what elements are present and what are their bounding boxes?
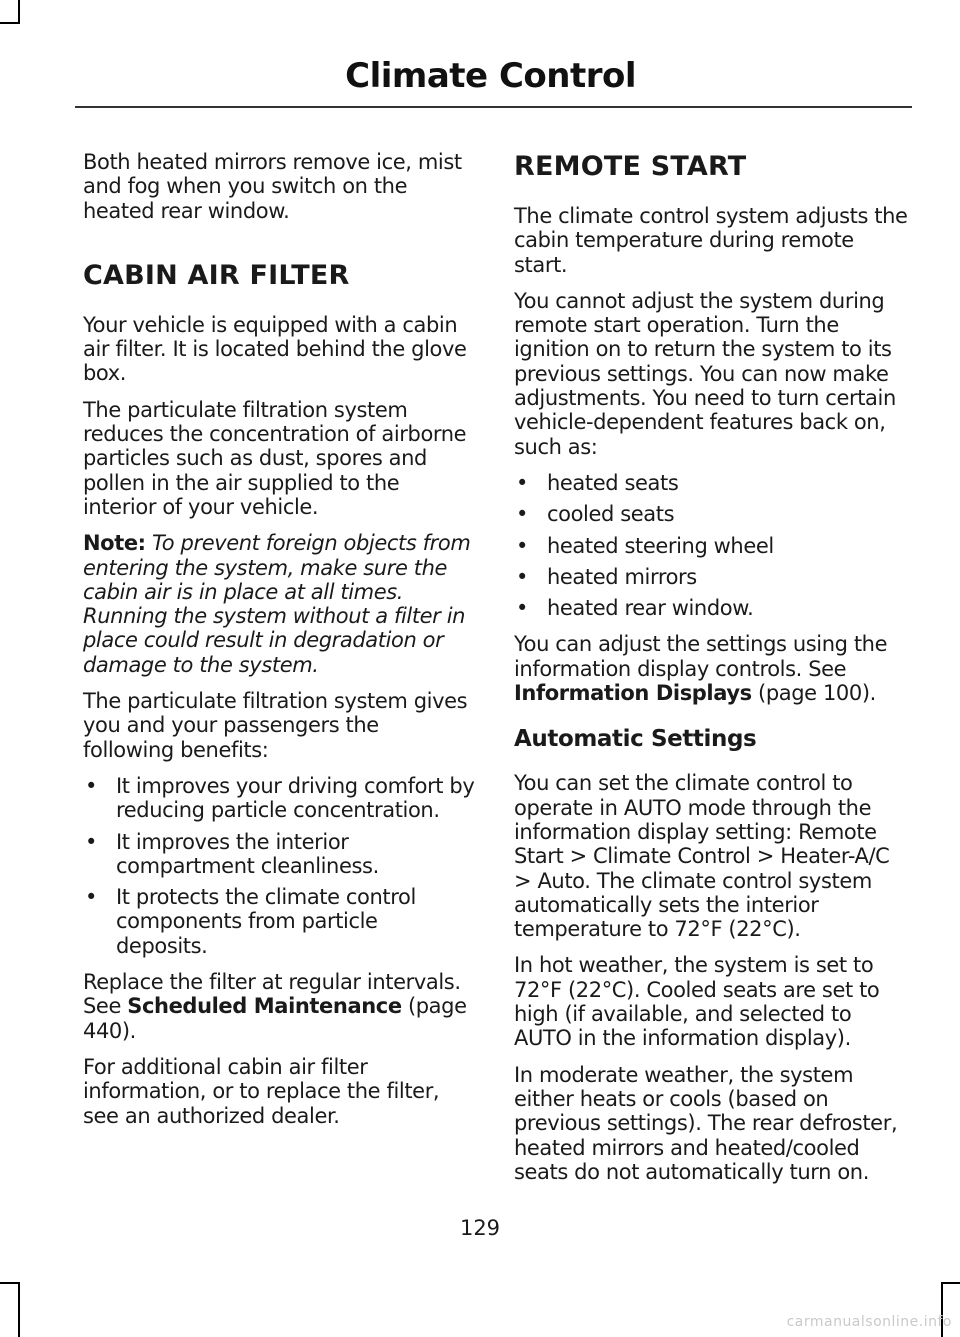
header-divider <box>75 106 912 108</box>
replace-filter-text: Replace the filter at regular intervals. See <box>83 970 461 1019</box>
settings-text: You can adjust the settings using the information display controls. See <box>514 632 888 681</box>
crop-mark-top-left <box>18 0 20 24</box>
left-column <box>83 150 475 1140</box>
page-number: 129 <box>459 1216 501 1240</box>
crop-mark-bottom-left-h <box>0 1282 20 1284</box>
section-heading-cabin-air-filter: CABIN AIR FILTER <box>83 259 350 291</box>
section-heading-remote-start: REMOTE START <box>514 151 747 182</box>
benefits-intro-paragraph: The particulate filtration system gives you and your passengers the following benefits: <box>83 689 468 762</box>
crop-mark-bottom-right-h <box>941 1282 960 1284</box>
settings-page-ref: (page 100). <box>758 681 876 706</box>
remote-start-adjust-paragraph: You cannot adjust the system during remote start operation. Turn the ignition on to return the system to its previous settings. You can now make adjustments. You need to turn certain vehicle-dependent features back on, such as: <box>514 288 896 459</box>
list-item: • heated rear window. <box>514 596 910 620</box>
benefits-list <box>83 774 475 958</box>
remote-start-intro-paragraph: The climate control system adjusts the cabin temperature during remote start. <box>514 204 908 277</box>
note-label: Note: <box>83 531 146 556</box>
note-paragraph <box>83 531 475 677</box>
list-item: • cooled seats <box>514 502 910 526</box>
filtration-system-paragraph: The particulate filtration system reduces the concentration of airborne particles such as dust, spores and pollen in the air supplied to the interior of your vehicle. <box>83 397 467 519</box>
information-displays-link[interactable]: Information Displays <box>514 681 752 706</box>
crop-mark-bottom-left <box>18 1282 20 1337</box>
list-item: • It improves the interior compartment cleanliness. <box>83 830 475 879</box>
list-item: • heated mirrors <box>514 565 910 589</box>
auto-mode-paragraph: You can set the climate control to operate in AUTO mode through the information display setting: Remote Start > Climate Control > Heater-A/C > Auto. The climate control system automatically sets the interior temperature to 72°F (22°C). <box>514 771 890 942</box>
list-item: • heated seats <box>514 471 910 495</box>
scheduled-maintenance-link[interactable]: Scheduled Maintenance <box>127 994 402 1019</box>
hot-weather-paragraph: In hot weather, the system is set to 72°F (22°C). Cooled seats are set to high (if available, and selected to AUTO in the information display). <box>514 953 880 1051</box>
list-item: • It improves your driving comfort by reducing particle concentration. <box>83 774 475 823</box>
intro-paragraph: Both heated mirrors remove ice, mist and fog when you switch on the heated rear window. <box>83 150 462 223</box>
replace-filter-paragraph <box>83 970 475 1043</box>
replace-filter-page-ref: (page 440). <box>83 994 467 1043</box>
right-column <box>514 150 910 1196</box>
list-item: • heated steering wheel <box>514 534 910 558</box>
watermark: carmanualsonline.info <box>786 1314 952 1330</box>
crop-mark-top-left-h <box>0 22 20 24</box>
moderate-weather-paragraph: In moderate weather, the system either heats or cools (based on previous settings). The rear defroster, heated mirrors and heated/cooled seats do not automatically turn on. <box>514 1062 898 1184</box>
dealer-paragraph: For additional cabin air filter information, or to replace the filter, see an authorized dealer. <box>83 1054 440 1128</box>
page-title: Climate Control <box>345 56 636 96</box>
features-list <box>514 471 910 620</box>
list-item: • It protects the climate control components from particle deposits. <box>83 885 475 958</box>
subheading-automatic-settings: Automatic Settings <box>514 726 757 753</box>
settings-paragraph <box>514 632 910 705</box>
cabin-filter-location-paragraph: Your vehicle is equipped with a cabin air filter. It is located behind the glove box. <box>83 312 467 386</box>
note-text: To prevent foreign objects from entering the system, make sure the cabin air is in place at all times. Running the system without a filter in place could result in degradation or damage to the system. <box>83 531 471 677</box>
